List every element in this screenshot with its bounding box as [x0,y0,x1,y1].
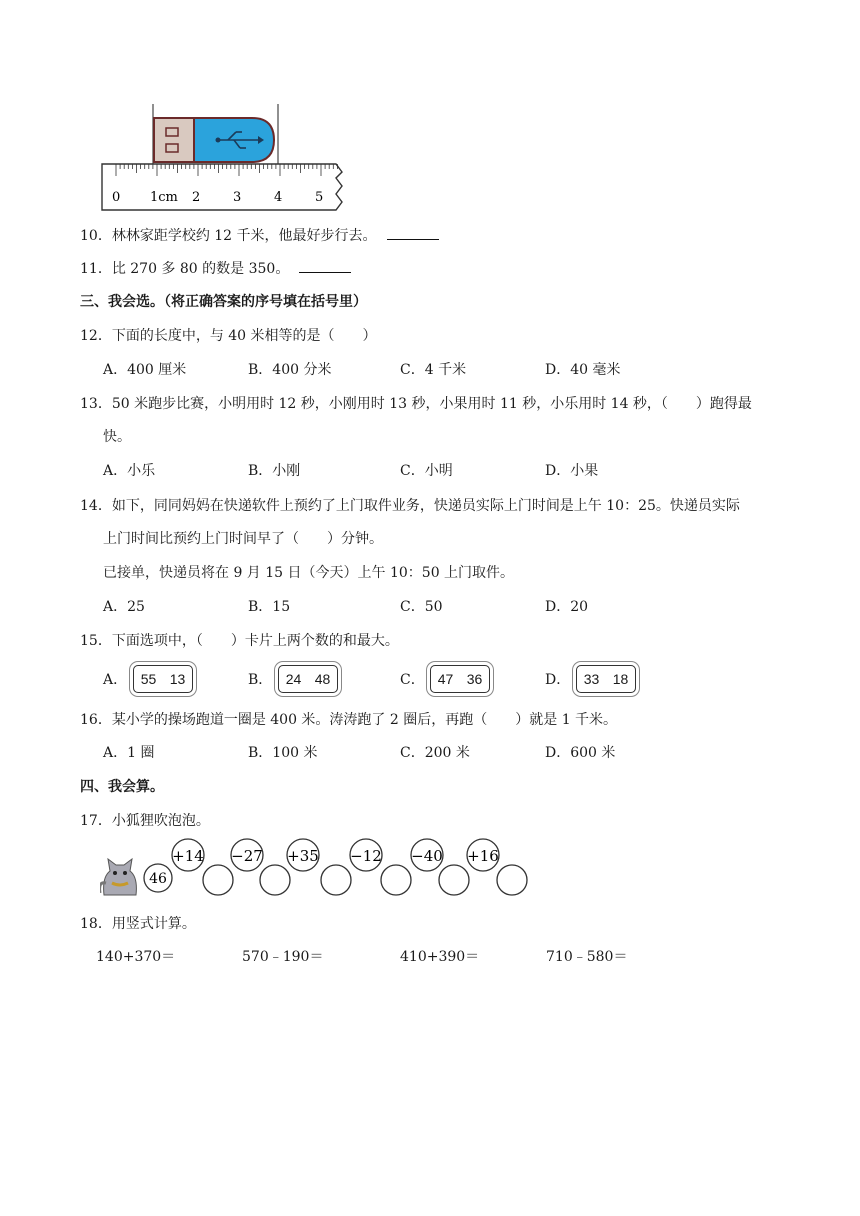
answer-blank-10[interactable] [387,227,439,240]
q13-option-c[interactable]: C．小明 [400,463,453,479]
q12-option-a[interactable]: A．400 厘米 [103,362,187,378]
answer-bubble-5[interactable] [439,865,469,895]
q18-expr-4: 710﹣580＝ [546,949,628,965]
card-b-num-2: 48 [314,671,331,687]
q16-option-a[interactable]: A．1 圈 [103,745,155,761]
q13-option-b[interactable]: B．小刚 [248,463,301,479]
question-15-text: 15．下面选项中，（ ）卡片上两个数的和最大。 [80,633,399,649]
q15-card-b[interactable] [278,665,338,693]
q12-option-b[interactable]: B．400 分米 [248,362,332,378]
q18-expr-1: 140+370＝ [96,949,176,965]
ruler-label-0: 0 [112,190,121,205]
q14-option-a[interactable]: A．25 [103,599,145,615]
bubble-chain-figure [100,837,532,899]
question-14-line-2: 上门时间比预约上门时间早了（ ）分钟。 [103,531,383,547]
card-b-num-1: 24 [285,671,302,687]
card-c-num-2: 36 [466,671,483,687]
card-c-num-1: 47 [437,671,454,687]
question-18-text: 18．用竖式计算。 [80,916,196,932]
q15-option-d-label[interactable]: D． [545,672,571,688]
question-16-text: 16．某小学的操场跑道一圈是 400 米。涛涛跑了 2 圈后，再跑（ ）就是 1 千米。 [80,712,618,728]
question-11-text: 11．比 270 多 80 的数是 350。 [80,261,290,277]
ruler-usb-figure [100,104,348,214]
question-17-text: 17．小狐狸吹泡泡。 [80,813,210,829]
answer-bubble-2[interactable] [260,865,290,895]
q14-option-d[interactable]: D．20 [545,599,589,615]
q15-card-c[interactable] [430,665,490,693]
bubble-op-2: −27 [231,847,263,865]
q16-option-d[interactable]: D．600 米 [545,745,616,761]
q13-option-d[interactable]: D．小果 [545,463,599,479]
section-3-title: 三、我会选。（将正确答案的序号填在括号里） [80,294,367,310]
bubble-op-3: +35 [287,847,319,865]
q18-expr-3: 410+390＝ [400,949,480,965]
answer-bubble-6[interactable] [497,865,527,895]
q15-option-c-label[interactable]: C． [400,672,425,688]
usb-drive-icon [154,118,274,162]
ruler-label-3: 3 [233,190,242,205]
question-13-line-2: 快。 [103,429,131,445]
fox-icon [100,859,136,895]
card-a-num-2: 13 [169,671,186,687]
q15-option-b-label[interactable]: B． [248,672,273,688]
q12-option-d[interactable]: D．40 毫米 [545,362,621,378]
card-d-num-2: 18 [612,671,629,687]
answer-blank-11[interactable] [299,260,351,273]
question-11 [80,258,351,278]
section-4-title: 四、我会算。 [80,779,164,795]
card-d-num-1: 33 [583,671,600,687]
question-13-line-1: 13．50 米跑步比赛，小明用时 12 秒，小刚用时 13 秒，小果用时 11 秒，小乐用时 14 秒，（ ）跑得最 [80,396,752,412]
ruler-label-5: 5 [315,190,324,205]
q13-option-a[interactable]: A．小乐 [103,463,156,479]
answer-bubble-3[interactable] [321,865,351,895]
q15-option-a-label[interactable]: A． [103,672,128,688]
q15-card-a[interactable] [133,665,193,693]
question-12-text: 12．下面的长度中，与 40 米相等的是（ ） [80,328,377,344]
ruler-label-4: 4 [274,190,283,205]
answer-bubble-4[interactable] [381,865,411,895]
bubble-op-1: +14 [172,847,204,865]
answer-bubble-1[interactable] [203,865,233,895]
q16-option-c[interactable]: C．200 米 [400,745,470,761]
ruler-label-2: 2 [192,190,201,205]
bubble-op-4: −12 [350,847,382,865]
question-14-line-3: 已接单，快递员将在 9 月 15 日（今天）上午 10：50 上门取件。 [103,565,515,581]
q18-expr-2: 570﹣190＝ [242,949,324,965]
question-10-text: 10．林林家距学校约 12 千米，他最好步行去。 [80,228,377,244]
ruler-label-1: 1cm [150,190,178,205]
bubble-op-5: −40 [411,847,443,865]
q14-option-b[interactable]: B．15 [248,599,291,615]
card-a-num-1: 55 [140,671,157,687]
q15-card-d[interactable] [576,665,636,693]
q14-option-c[interactable]: C．50 [400,599,443,615]
question-14-line-1: 14．如下，同同妈妈在快递软件上预约了上门取件业务，快递员实际上门时间是上午 10：25。快递员实际 [80,498,740,514]
question-10 [80,225,439,245]
q12-option-c[interactable]: C．4 千米 [400,362,467,378]
q16-option-b[interactable]: B．100 米 [248,745,318,761]
bubble-op-6: +16 [467,847,499,865]
bubble-start-value: 46 [149,871,167,887]
